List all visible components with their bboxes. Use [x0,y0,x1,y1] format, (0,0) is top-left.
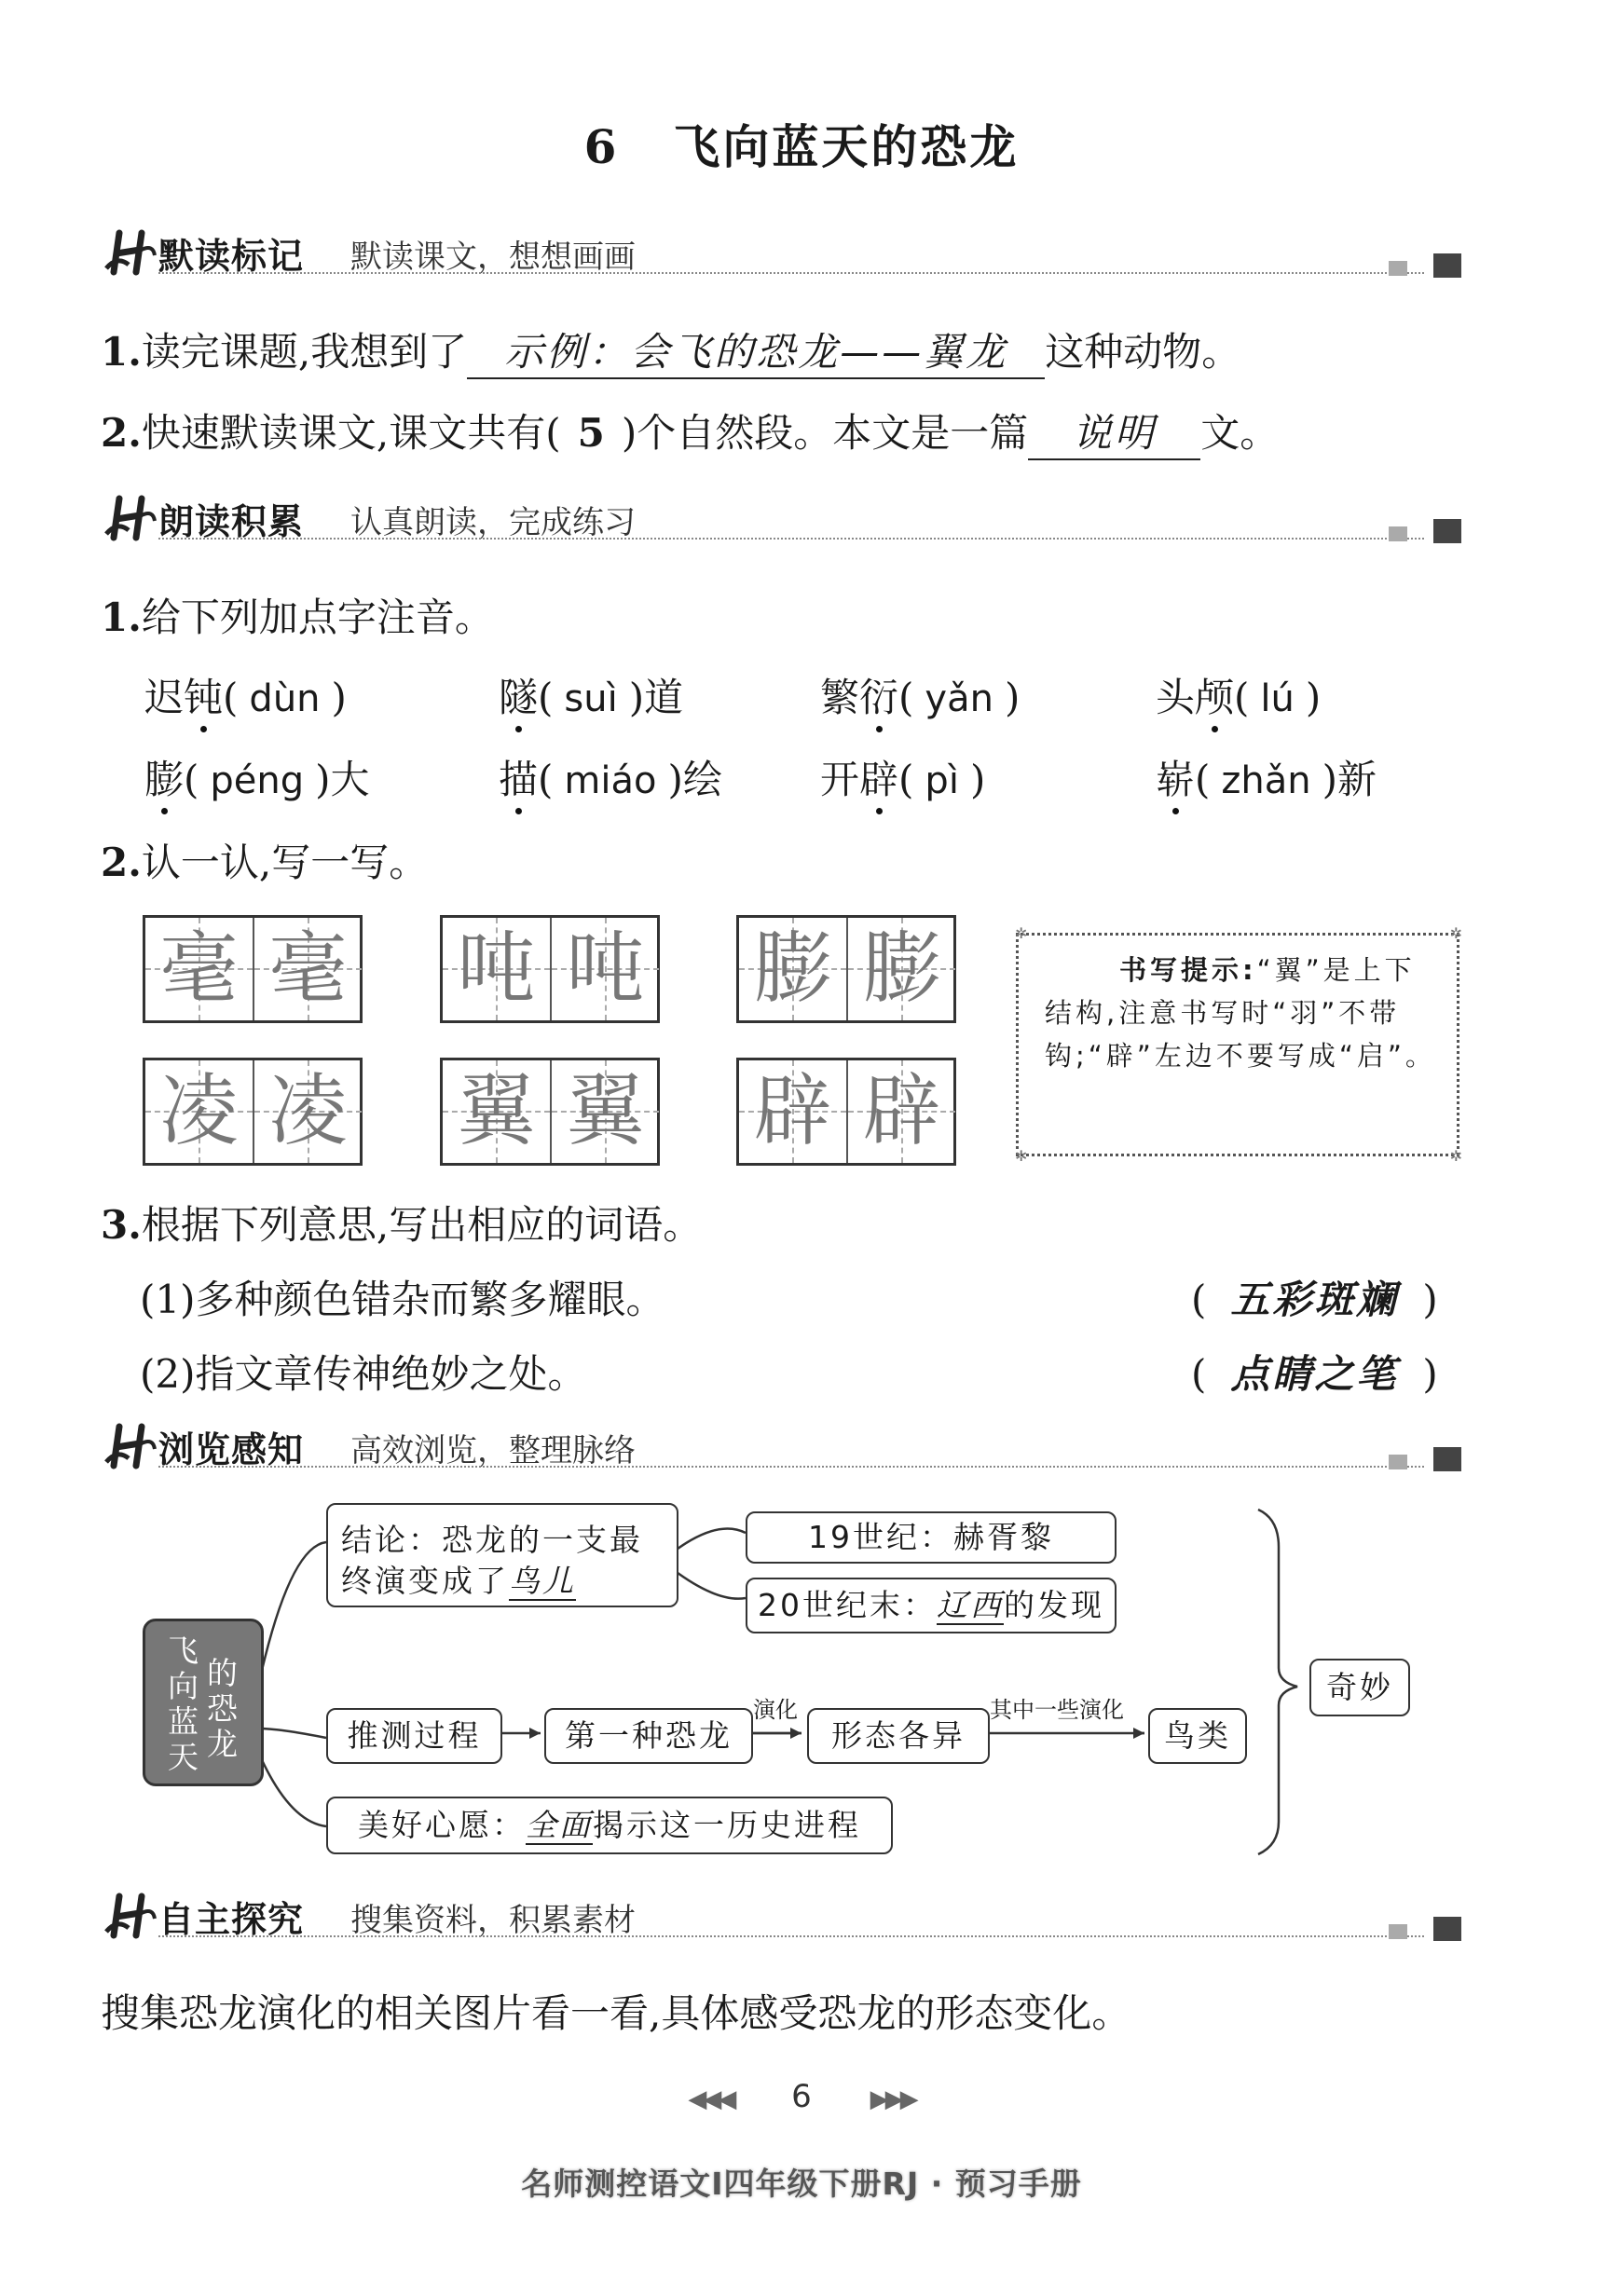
section-subtitle: 搜集资料，积累素材 [350,1902,636,1939]
pinyin-answer[interactable]: miáo [564,759,657,802]
char: 开 [820,757,860,802]
question-text: 给下列加点字注音。 [141,594,494,640]
divider [158,1935,1424,1937]
root-char: 龙 [207,1726,238,1762]
node-birds: 鸟类 [1148,1708,1247,1764]
pinyin-item: 头颅( lú ) [1156,667,1321,723]
writing-tip-box: ✲ ✲ ✲ ✲ 书写提示:“翼”是上下结构,注意书写时“羽”不带钩;“辟”左边不要写成“启”。 [1015,924,1462,1165]
node-conclusion [326,1503,678,1607]
pinyin-answer[interactable]: yǎn [925,677,993,720]
footer-book-title: 名师测控语文Ⅰ四年级下册RJ · 预习手册 [521,2166,1082,2202]
root-char: 的 [207,1655,238,1691]
node-text: 20世纪末： [758,1587,937,1623]
section-name: 自主探究 [158,1899,305,1940]
node-wish [326,1797,893,1854]
node-answer[interactable]: 全面 [526,1807,593,1843]
tip-body: “翼”是上下结构,注意书写时“羽”不带钩;“辟”左边不要写成“启”。 [1045,954,1436,1072]
dotted-char: 衍 [859,667,898,723]
trace-char: 辟 [753,1065,832,1156]
root-char: 恐 [207,1690,238,1727]
pinyin-item: 膨( péng )大 [144,749,370,805]
node-process: 推测过程 [326,1708,502,1764]
trace-char: 凌 [159,1065,239,1156]
char: 道 [644,675,684,720]
question-text: 根据下列意思,写出相应的词语。 [141,1202,703,1248]
question-number: 1. [101,329,142,375]
mindmap-root [143,1619,264,1786]
trace-char: 凌 [268,1065,348,1156]
dotted-char: 崭 [1156,749,1195,805]
arrow-icon [529,1728,541,1739]
dotted-char: 描 [499,749,538,805]
trace-char: 吨 [457,922,536,1014]
dotted-char: 颅 [1195,667,1234,723]
node-answer[interactable]: 鸟儿 [509,1563,576,1599]
question-number: 1. [101,594,142,640]
pinyin-answer[interactable]: zhǎn [1221,759,1311,802]
definition-item: (1)多种颜色错杂而繁多耀眼。 [140,1277,665,1322]
trace-char: 辟 [862,1065,941,1156]
char: 绘 [682,757,722,802]
char: 迟 [144,675,185,720]
definition-item: (2)指文章传神绝妙之处。 [140,1351,587,1397]
pinyin-item: 繁衍( yǎn ) [820,667,1020,723]
question-text: 认一认,写一写。 [141,840,429,885]
explore-task: 搜集恐龙演化的相关图片看一看,具体感受恐龙的形态变化。 [101,1990,1131,2036]
pinyin-item: 崭( zhǎn )新 [1156,749,1377,805]
trace-char: 翼 [566,1065,645,1156]
question-number: 2. [101,840,142,885]
trace-char: 毫 [268,922,348,1014]
answer-paren: ( 五彩斑斓 ) [1191,1277,1438,1322]
section-subtitle: 默读课文，想想画画 [350,239,636,276]
answer-blank[interactable]: 示例：会飞的恐龙——翼龙 [467,321,1045,379]
node-text: 美好心愿： [358,1807,526,1843]
question-number: 2. [101,410,142,456]
h-logo-icon [101,1891,157,1939]
lesson-number: 6 [583,119,620,174]
decor-square [1389,1924,1407,1939]
pinyin-answer[interactable]: pì [925,759,959,802]
root-char: 天 [168,1739,199,1775]
tip-label: 书写提示: [1119,954,1257,986]
page-number: 6 [791,2078,812,2115]
pinyin-answer[interactable]: péng [210,759,305,802]
section-subtitle: 高效浏览，整理脉络 [350,1432,636,1469]
char: 繁 [820,675,860,720]
answer-word[interactable]: 五彩斑斓 [1230,1277,1399,1322]
pinyin-answer[interactable]: suì [564,677,618,720]
pinyin-item: 开辟( pì ) [820,749,985,805]
question-text: 这种动物。 [1045,329,1241,375]
section-subtitle: 认真朗读，完成练习 [350,504,636,541]
answer-paren: ( 点睛之笔 ) [1191,1351,1438,1397]
pinyin-answer[interactable]: dùn [249,677,321,720]
section-name: 默读标记 [158,236,305,277]
question-text: 读完课题,我想到了 [141,329,468,375]
node-text: 终演变成了 [341,1563,509,1599]
trace-char: 翼 [457,1065,536,1156]
question-text: 文。 [1200,410,1280,456]
lesson-name: 飞向蓝天的恐龙 [673,119,1020,174]
node-text: 的发现 [1004,1587,1104,1623]
dotted-char: 辟 [859,749,898,805]
char: 头 [1156,675,1196,720]
node-text: 揭示这一历史进程 [593,1807,861,1843]
node-first-dinosaur: 第一种恐龙 [544,1708,753,1764]
trace-char: 膨 [753,922,832,1014]
decor-square [1433,1917,1461,1941]
node-19th-century: 19世纪：赫胥黎 [746,1511,1117,1564]
char: 大 [330,757,370,802]
node-answer[interactable]: 辽西 [937,1587,1004,1623]
dotted-char: 膨 [144,749,184,805]
trace-char: 吨 [566,922,645,1014]
question-text: 快速默读课文,课文共有( [141,410,561,456]
section-name: 朗读积累 [158,501,305,542]
pinyin-item: 描( miáo )绘 [499,749,722,805]
root-char: 飞 [168,1633,199,1669]
node-20th-century [746,1578,1117,1633]
question-text: )个自然段。本文是一篇 [621,410,1029,456]
pinyin-item: 迟钝( dùn ) [144,667,347,723]
next-arrows-icon: ▶▶▶ [870,2085,915,2113]
char: 新 [1337,757,1377,802]
trace-char: 膨 [862,922,941,1014]
answer-blank[interactable]: 说明 [1028,403,1200,460]
root-char: 蓝 [168,1703,199,1740]
answer-word[interactable]: 点睛之笔 [1230,1351,1399,1397]
pinyin-item: 隧( suì )道 [499,667,683,723]
question-number: 3. [101,1202,142,1248]
page-indicator [0,2078,1603,2115]
pinyin-answer[interactable]: lú [1260,677,1295,720]
root-char: 向 [168,1668,199,1704]
dotted-char: 隧 [499,667,538,723]
section-header-zzts [101,1887,1461,1943]
node-diverse-forms: 形态各异 [807,1708,990,1764]
node-text: 结论：恐龙的一支最 [341,1522,643,1558]
trace-char: 毫 [159,922,239,1014]
edge-label-evolve: 演化 [753,1697,798,1723]
section-name: 浏览感知 [158,1429,305,1470]
answer-count[interactable]: 5 [577,410,605,456]
dotted-char: 钝 [184,667,223,723]
prev-arrows-icon: ◀◀◀ [688,2085,733,2113]
node-wonder: 奇妙 [1309,1659,1410,1716]
edge-label-some-evolve: 其中一些演化 [990,1697,1124,1723]
